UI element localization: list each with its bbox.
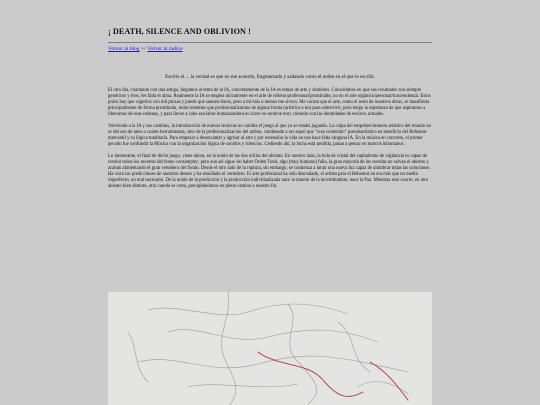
paragraph-3 xyxy=(108,154,432,190)
back-to-blog-link[interactable]: Volver al blog xyxy=(108,46,140,52)
abstract-sketch-icon xyxy=(108,292,432,405)
paragraph-3-post: , pero aun así sigue sin haber Orden Total, algo (muy humano) falla, la gran mayoría de las cuerdas no salvan el abismo y acaban alimentando el gran vertedero del fondo. Desde el otro lado de la ruptura, sin embargo, se comienza a intuir una nueva luz capaz de alumbrar todas las soluciones. Ha visto las predicciones de nuestros deseos y ha estudiado el vertedero. El arte profesional ha sido desnudado, el artista para el Behemot no era más que un medio imperfecto, un mal necesario. De la unión de la predicción y la producción individualizada nace la muerte de la incertidumbre, nace la Paz. Mientras esto ocurre, en otro abismo bien distinto, otra cuerda se corta, precipitándonos en pleno camino a nuestro fin. xyxy=(108,160,431,189)
paragraph-3-pre: Lo interesante, el final de dicho juego, viene ahora, en la unión de las dos orillas del abismo. En nuestro lado, la bola de cristal del capitalismo de vigilancia es capaz de revelar todos los secretos del xyxy=(108,154,427,165)
paragraph-2: Volviendo a la IA y sus cambios, la introducción de nuevas técnicas no cambia el juego al que ya se estaba jugando. La culpa del empobrecimiento artístico del mundo no es del uso de tales o cuales herramientas, sino de la profesionalización del artista, condenado a ser aquel que "crea contenido" pseudoartístico en beneficio del Behemot mercantil y su lógica totalitaria. Para empezar a desencantar y agrisar al arte y por extensión la vida no nos hace falta ninguna IA. En la música en concreto, el primer pecado fue confundir la Música con la organización lógica de sonidos y silencios. Cediendo ahí, la lucha está perdida, pasan a pensar en marcos inhumanos. xyxy=(108,124,431,147)
post-intro: Escrito el ... la verdad es que no me acuerdo, fragmentado y saltando como el orden en el que lo escribí. xyxy=(165,74,375,80)
title-divider xyxy=(108,42,432,43)
paragraph-3-emphasis: homo consumptor xyxy=(164,160,199,165)
post-title: ¡ DEATH, SILENCE AND OBLIVION ! xyxy=(108,27,251,36)
paragraph-1: El otro día, charlando con una amiga, llegamos al tema de la IA, concretamente de la IA en temas de arte y similares. Coincidimos en que sus resultados son siempre genéricos y feos, les falta el alma. Realmente la IA se emplea únicamente en el arte de relleno/profesional/prostituido, no en el arte orgánico/personal/trascendental. Estos polos hay que cogerlos con mil pinzas y puede que suenen duros, pero a mí más o menos me sirven. Me consta que el arte, como el resto de nuestros obras, se manifiesta principalmente de forma prostituida, todos tenemos que profesionalizarnos de alguna forma (artística o no) para sobrevivir, pero tengo la esperanza de que aspiramos a liberarnos de esas cadenas, y para llevar a cabo esa labor humanizadora es clave no sentirse muy cómodo con las identidades de esclavo actuales. xyxy=(108,88,431,117)
nav-separator: /-/ xyxy=(139,46,148,52)
post-body xyxy=(108,88,432,196)
breadcrumb-nav xyxy=(108,46,183,52)
back-to-index-link[interactable]: Volver al índice xyxy=(147,46,183,52)
post-illustration xyxy=(108,292,432,405)
